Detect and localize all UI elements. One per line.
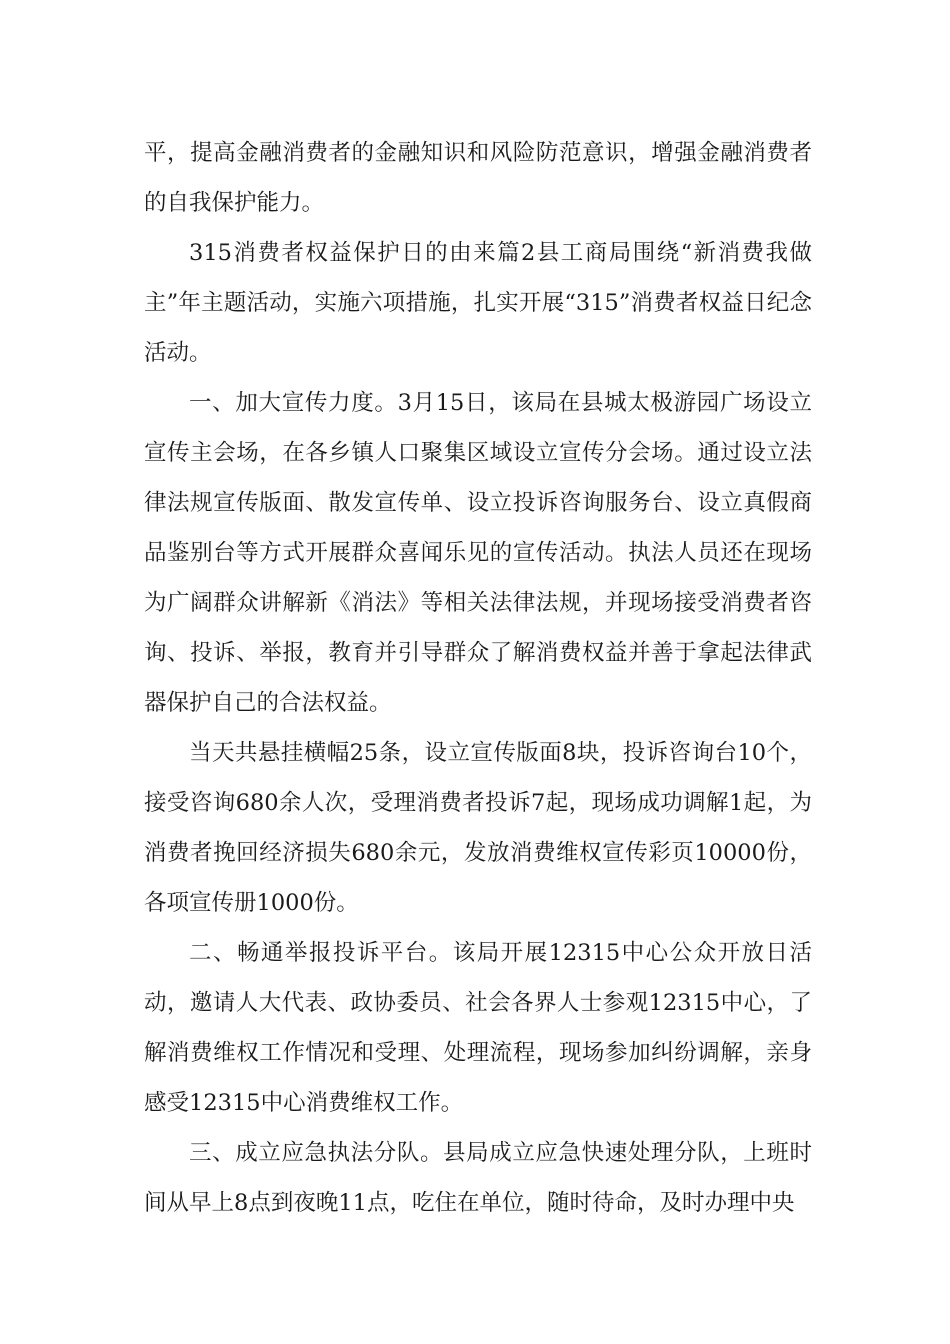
paragraph-continuation: 平，提高金融消费者的金融知识和风险防范意识，增强金融消费者的自我保护能力。 (144, 140, 812, 216)
paragraph-measure-publicity: 一、加大宣传力度。3月15日，该局在县城太极游园广场设立宣传主会场，在各乡镇人口聚集区域设立宣传分会场。通过设立法律法规宣传版面、散发宣传单、设立投诉咨询服务台、设立真假商品鉴别台等方式开展群众喜闻乐见的宣传活动。执法人员还在现场为广阔群众讲解新《消法》等相关法律法规，并现场接受消费者咨询、投诉、举报，教育并引导群众了解消费权益并善于拿起法律武器保护自己的合法权益。 (144, 390, 812, 716)
paragraph-measure-complaint-platform: 二、畅通举报投诉平台。该局开展12315中心公众开放日活动，邀请人大代表、政协委员、社会各界人士参观12315中心，了解消费维权工作情况和受理、处理流程，现场参加纠纷调解，亲身感受12315中心消费维权工作。 (144, 940, 812, 1116)
paragraph-measure-emergency-team: 三、成立应急执法分队。县局成立应急快速处理分队，上班时间从早上8点到夜晚11点，吃住在单位，随时待命，及时办理中央 (144, 1140, 812, 1216)
paragraph-intro-315: 315消费者权益保护日的由来篇2县工商局围绕“新消费我做主”年主题活动，实施六项措施，扎实开展“315”消费者权益日纪念活动。 (144, 240, 812, 366)
document-body (144, 128, 812, 1228)
paragraph-publicity-statistics: 当天共悬挂横幅25条，设立宣传版面8块，投诉咨询台10个，接受咨询680余人次，受理消费者投诉7起，现场成功调解1起，为消费者挽回经济损失680余元，发放消费维权宣传彩页10000份，各项宣传册1000份。 (144, 740, 812, 916)
